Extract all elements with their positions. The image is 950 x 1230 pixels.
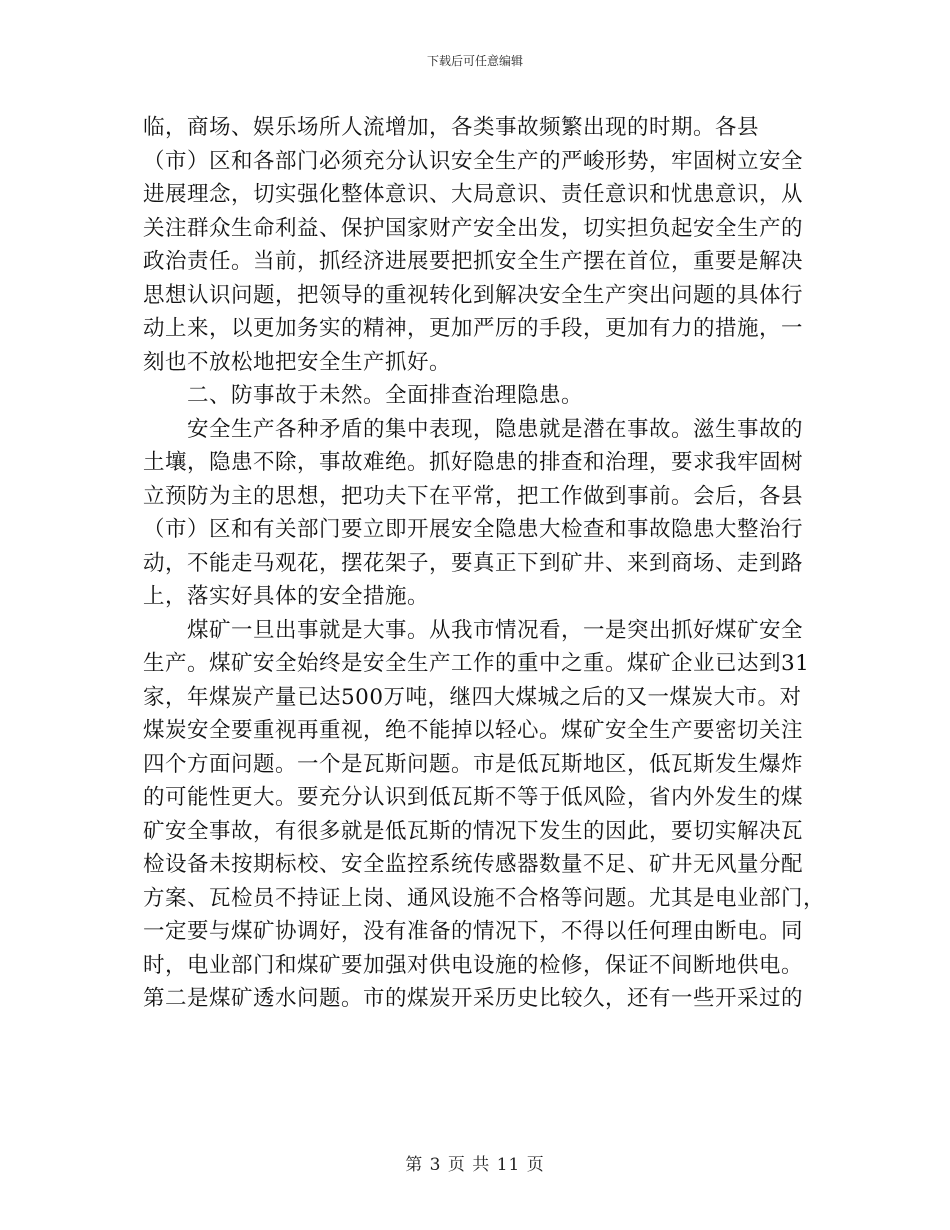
text-line: 家，年煤炭产量已达500万吨，继四大煤城之后的又一煤炭大市。对	[143, 684, 802, 710]
text-line: 刻也不放松地把安全生产抓好。	[143, 349, 452, 375]
text-line: 上，落实好具体的安全措施。	[143, 584, 430, 609]
text-line: 安全生产各种矛盾的集中表现，隐患就是潜在事故。滋生事故的	[143, 416, 804, 442]
text-line: 动，不能走马观花，摆花架子，要真正下到矿井、来到商场、走到路	[143, 550, 804, 576]
text-line: 第二是煤矿透水问题。市的煤炭开采历史比较久，还有一些开采过的	[143, 986, 804, 1011]
text-line: 临，商场、娱乐场所人流增加，各类事故频繁出现的时期。各县	[143, 115, 760, 140]
text-line: 煤矿一旦出事就是大事。从我市情况看，一是突出抓好煤矿安全	[143, 617, 804, 643]
text-line: 土壤，隐患不除，事故难绝。抓好隐患的排查和治理，要求我牢固树	[143, 450, 804, 475]
text-line: 生产。煤矿安全始终是安全生产工作的重中之重。煤矿企业已达到31	[143, 651, 810, 676]
text-line: 关注群众生命利益、保护国家财产安全出发，切实担负起安全生产的	[143, 215, 804, 241]
text-line: 检设备未按期标校、安全监控系统传感器数量不足、矿井无风量分配	[143, 852, 804, 877]
text-line: 时，电业部门和煤矿要加强对供电设施的检修，保证不间断地供电。	[143, 952, 804, 978]
text-line: 立预防为主的思想，把功夫下在平常，把工作做到事前。会后，各县	[143, 483, 804, 509]
text-line: 思想认识问题，把领导的重视转化到解决安全生产突出问题的具体行	[143, 282, 804, 308]
text-line: 的可能性更大。要充分认识到低瓦斯不等于低风险，省内外发生的煤	[143, 785, 804, 810]
text-line: （市）区和各部门必须充分认识安全生产的严峻形势，牢固树立安全	[143, 148, 804, 174]
text-line: 政治责任。当前，抓经济进展要把抓安全生产摆在首位，重要是解决	[143, 249, 804, 274]
page-header-note: 下载后可任意编辑	[426, 54, 523, 68]
text-line: 动上来，以更加务实的精神，更加严厉的手段，更加有力的措施，一	[143, 316, 804, 341]
text-line: 方案、瓦检员不持证上岗、通风设施不合格等问题。尤其是电业部门，	[143, 885, 826, 911]
text-line: 一定要与煤矿协调好，没有准备的情况下，不得以任何理由断电。同	[143, 919, 804, 944]
text-line: （市）区和有关部门要立即开展安全隐患大检查和事故隐患大整治行	[143, 517, 804, 542]
text-line: 煤炭安全要重视再重视，绝不能掉以轻心。煤矿安全生产要密切关注	[143, 718, 804, 743]
section-heading: 二、防事故于未然。全面排查治理隐患。	[143, 383, 584, 408]
page-number-footer: 第 3 页 共 11 页	[405, 1155, 545, 1175]
document-body	[143, 111, 826, 1016]
text-line: 四个方面问题。一个是瓦斯问题。市是低瓦斯地区，低瓦斯发生爆炸	[143, 751, 804, 777]
text-line: 进展理念，切实强化整体意识、大局意识、责任意识和忧患意识，从	[143, 182, 804, 207]
text-line: 矿安全事故，有很多就是低瓦斯的情况下发生的因此，要切实解决瓦	[143, 818, 804, 844]
